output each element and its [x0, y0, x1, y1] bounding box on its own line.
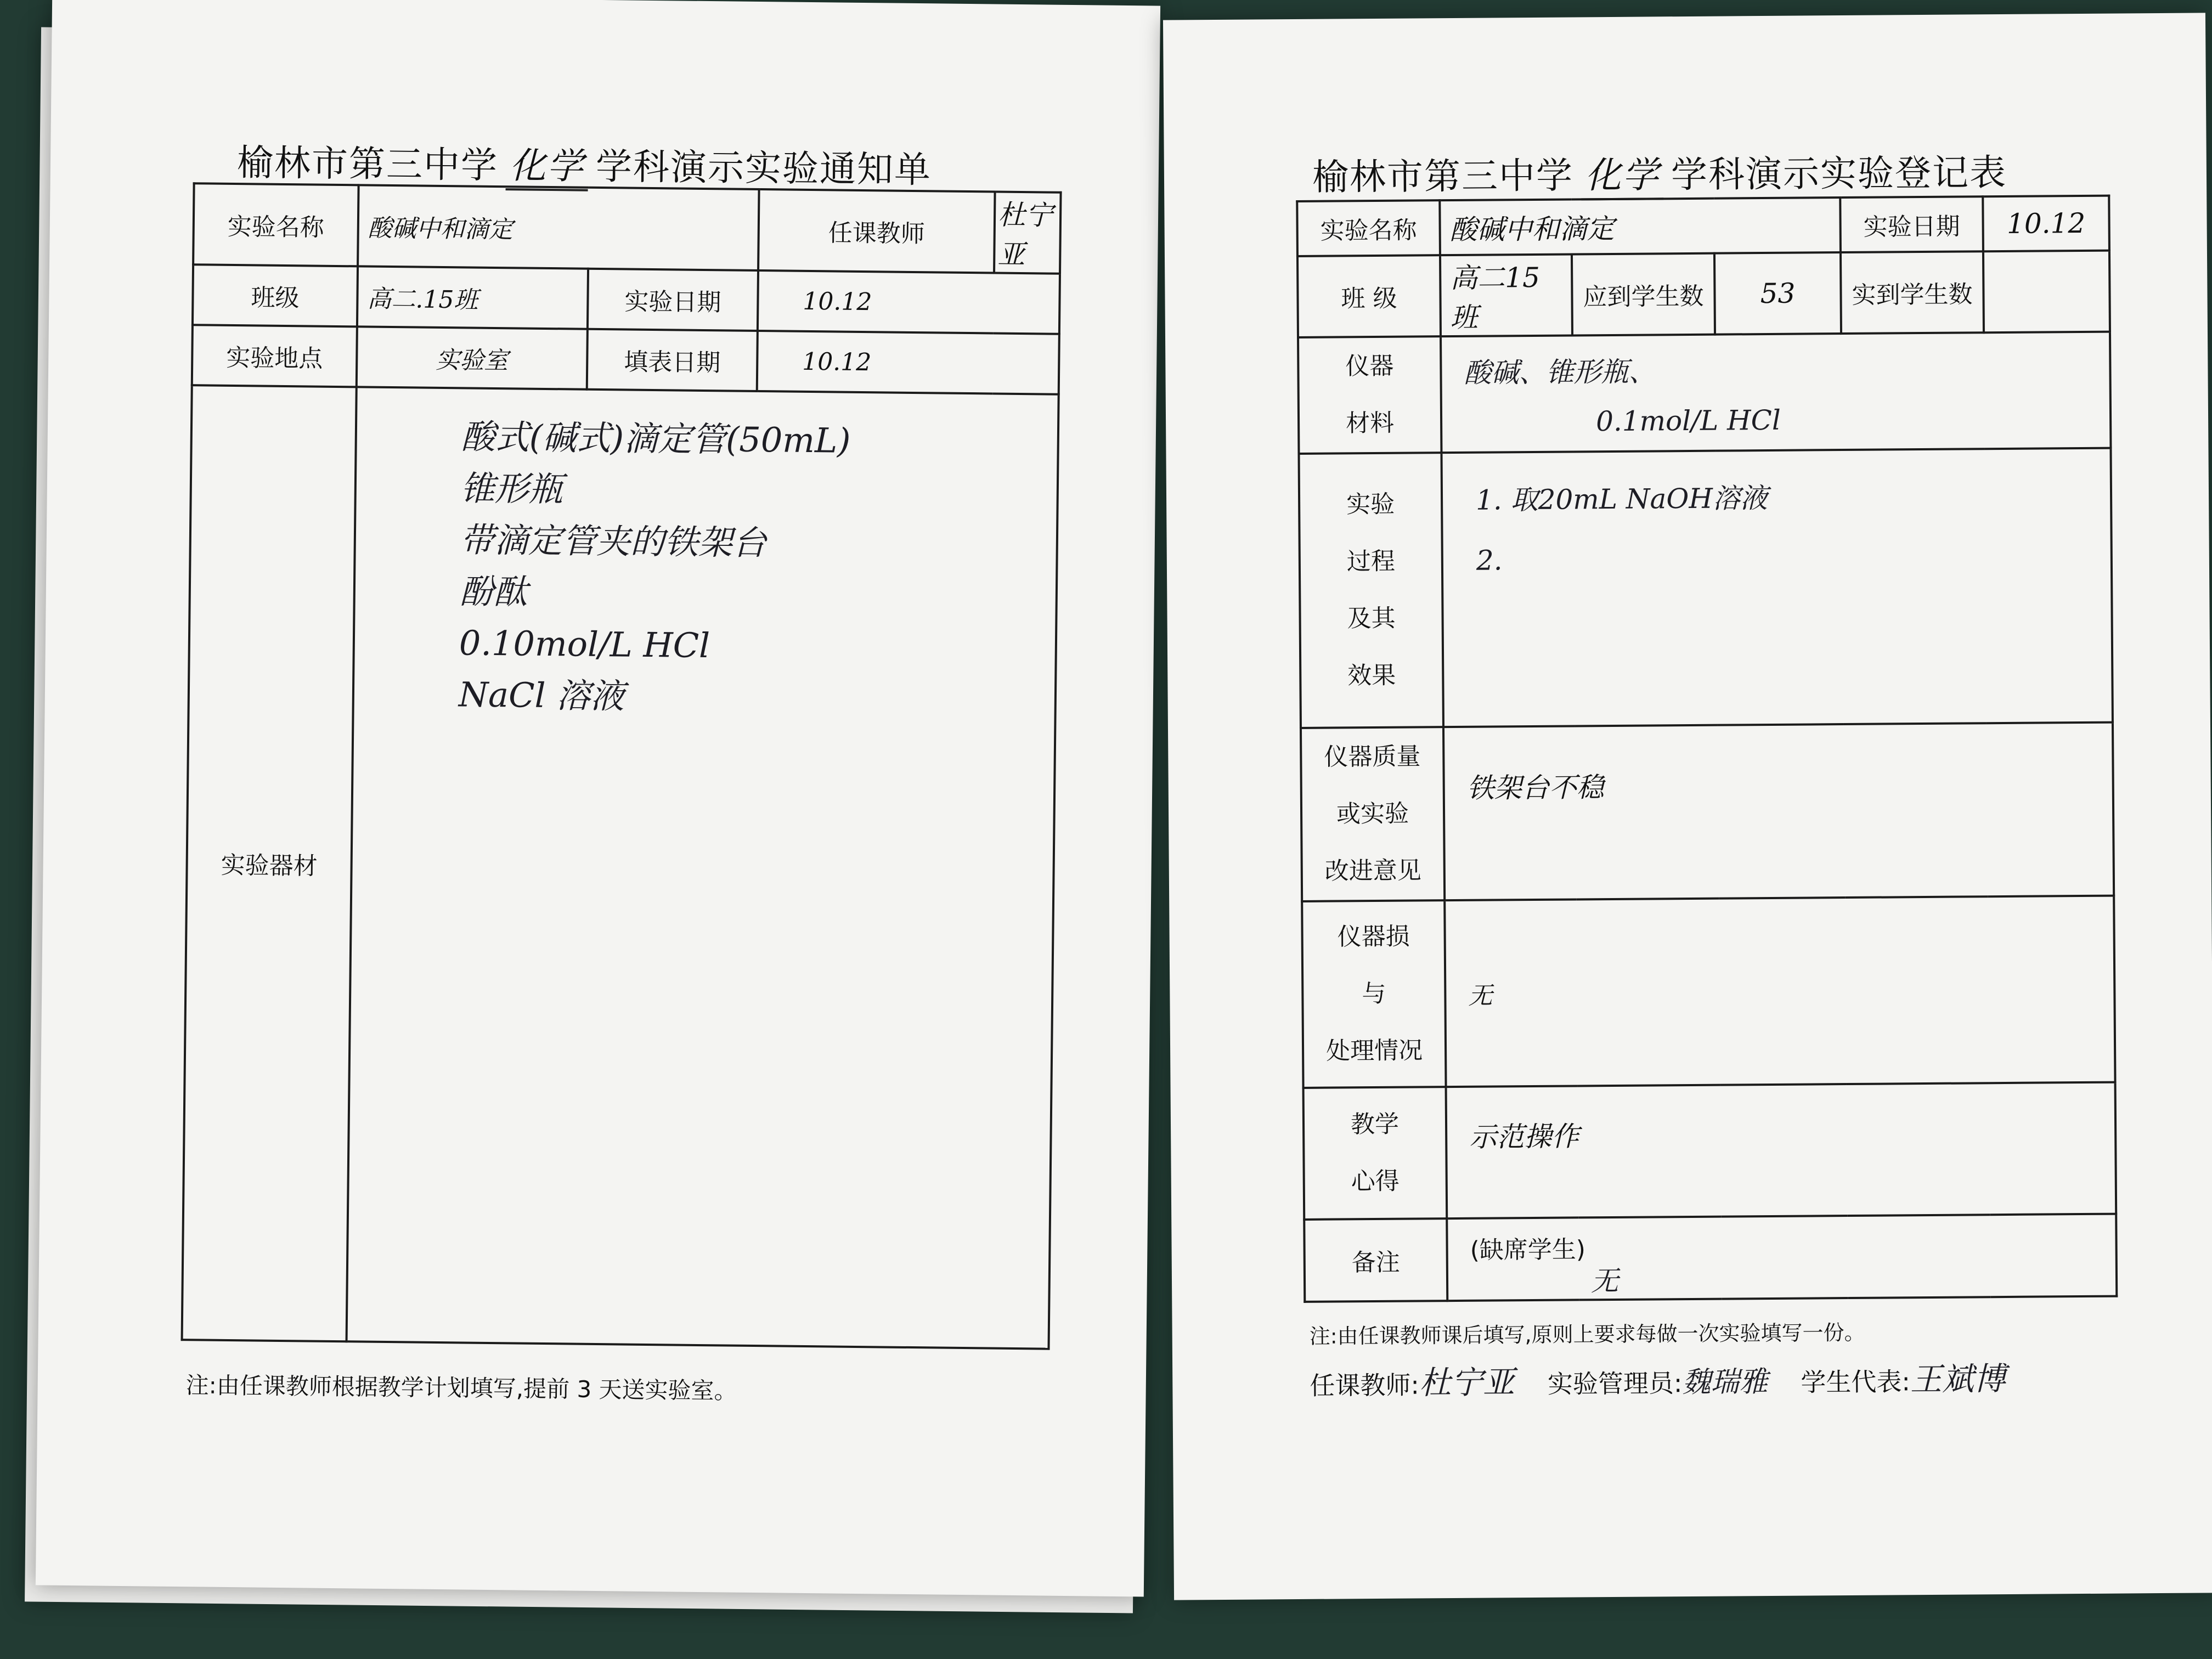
value-damage: 无	[1444, 896, 2115, 1087]
value-quality: 铁架台不稳	[1443, 723, 2114, 901]
label-expected-students: 应到学生数	[1572, 253, 1715, 336]
value-actual-students	[1983, 251, 2110, 333]
equipment-item: 带滴定管夹的铁架台	[460, 520, 767, 563]
notice-subject: 化学	[506, 136, 589, 191]
register-title-prefix: 榆林市第三中学	[1312, 154, 1574, 199]
equipment-item: 0.10mol/L HCl	[459, 623, 710, 666]
value-class: 高二15班	[1440, 254, 1572, 336]
signature-row	[1310, 1353, 2006, 1404]
equipment-item: 锥形瓶	[460, 468, 563, 510]
value-location: 实验室	[357, 326, 588, 389]
label-experiment-name: 实验名称	[193, 183, 359, 266]
value-remarks: 无	[1590, 1265, 1619, 1297]
label-class: 班 级	[1297, 255, 1441, 337]
label-fill-date: 填表日期	[587, 329, 758, 391]
label-quality: 仪器质量 或实验 改进意见	[1301, 727, 1444, 901]
instruments-line: 0.1mol/L HCl	[1595, 404, 1781, 438]
label-experiment-date: 实验日期	[1840, 196, 1983, 252]
label-process: 实验 过程 及其 效果	[1299, 453, 1443, 728]
notice-title-suffix: 学科演示实验通知单	[595, 145, 932, 191]
label-reflection: 教学 心得	[1304, 1087, 1447, 1220]
value-teacher: 杜宁亚	[994, 192, 1061, 274]
notice-table	[181, 182, 1062, 1350]
equipment-item: 酸式(碱式)滴定管(50mL)	[461, 416, 851, 461]
value-experiment-name: 酸碱中和滴定	[1440, 198, 1841, 255]
teacher-signature: 杜宁亚	[1419, 1363, 1515, 1402]
equipment-list	[458, 411, 1057, 726]
label-experiment-name: 实验名称	[1297, 200, 1440, 256]
manager-signature-label: 实验管理员:	[1547, 1368, 1683, 1399]
remarks-cell	[1447, 1214, 2117, 1301]
teacher-signature-label: 任课教师:	[1310, 1370, 1420, 1401]
value-expected-students: 53	[1714, 252, 1841, 335]
register-title	[1312, 143, 2007, 202]
value-reflection: 示范操作	[1446, 1082, 2117, 1219]
equipment-cell	[347, 387, 1059, 1348]
notice-title-prefix: 榆林市第三中学	[236, 142, 499, 187]
label-experiment-date: 实验日期	[588, 269, 758, 331]
label-location: 实验地点	[192, 325, 357, 387]
value-fill-date: 10.12	[757, 331, 1059, 394]
process-step: 1. 取20mL NaOH溶液	[1475, 482, 1768, 516]
label-equipment: 实验器材	[182, 385, 357, 1341]
value-experiment-date: 10.12	[758, 270, 1060, 334]
notice-sheet	[36, 0, 1160, 1596]
instruments-cell	[1441, 332, 2111, 453]
notice-footnote: 注:由任课教师根据教学计划填写,提前 3 天送实验室。	[185, 1372, 737, 1404]
label-class: 班级	[193, 264, 358, 326]
label-damage: 仪器损 与 处理情况	[1302, 900, 1446, 1088]
label-remarks: 备注	[1304, 1218, 1447, 1302]
value-class: 高二.15班	[357, 266, 588, 329]
register-subject: 化学	[1581, 145, 1664, 200]
label-teacher: 任课教师	[758, 189, 995, 273]
student-signature: 王斌博	[1910, 1360, 2006, 1398]
register-table	[1296, 195, 2118, 1303]
process-cell	[1441, 448, 2112, 727]
student-signature-label: 学生代表:	[1801, 1367, 1911, 1397]
manager-signature: 魏瑞雅	[1682, 1365, 1768, 1400]
label-actual-students: 实到学生数	[1841, 251, 1984, 334]
value-experiment-date: 10.12	[1983, 196, 2109, 252]
register-sheet	[1163, 13, 2212, 1600]
register-footnote: 注:由任课教师课后填写,原则上要求每做一次实验填写一份。	[1309, 1320, 1865, 1348]
process-step: 2.	[1476, 544, 1503, 577]
instruments-line: 酸碱、锥形瓶、	[1464, 356, 1656, 389]
equipment-item: NaCl 溶液	[458, 674, 625, 716]
label-instruments: 仪器 材料	[1298, 336, 1441, 454]
value-experiment-name: 酸碱中和滴定	[358, 185, 759, 270]
register-title-suffix: 学科演示实验登记表	[1671, 151, 2007, 196]
equipment-item: 酚酞	[459, 571, 528, 612]
remarks-note: (缺席学生)	[1470, 1235, 1586, 1265]
